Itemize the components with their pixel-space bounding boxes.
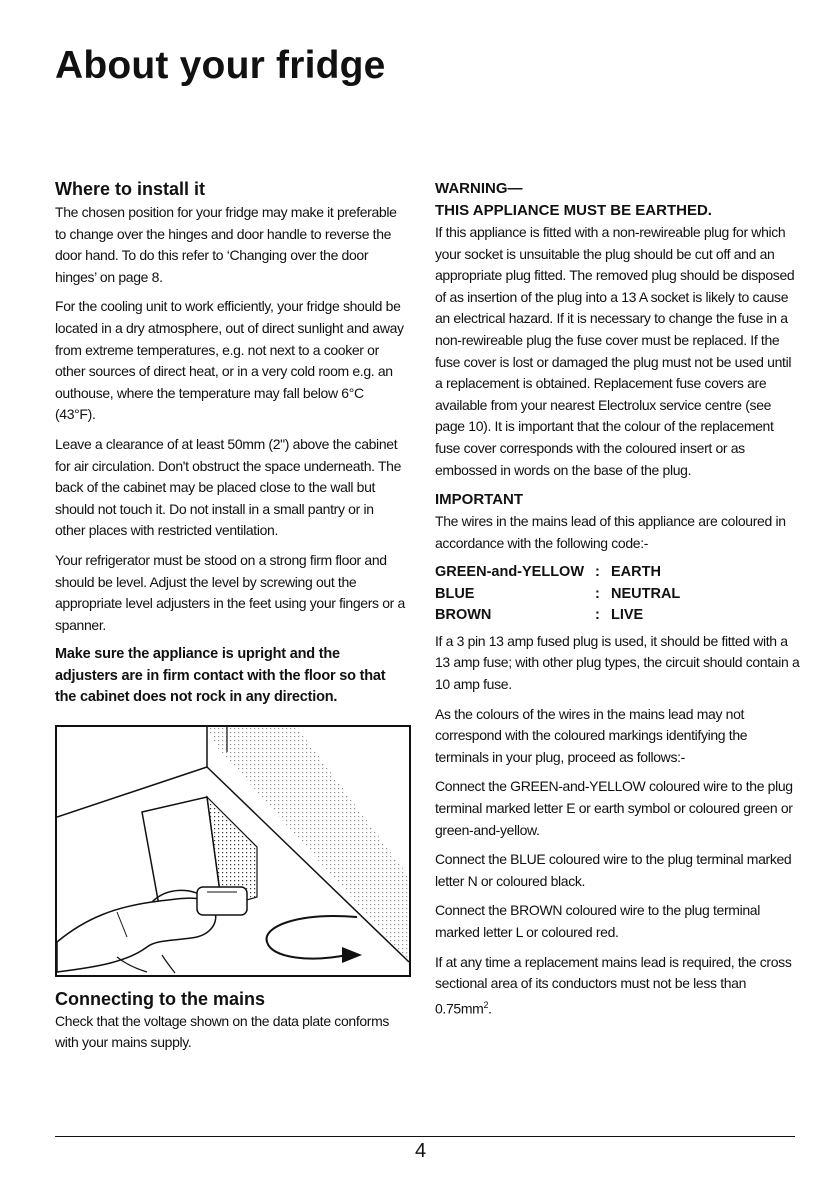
replacement-lead-paragraph: [435, 952, 800, 1020]
blue-connect-paragraph: Connect the BLUE coloured wire to the plug terminal marked letter N or coloured black.: [435, 851, 792, 889]
install-paragraph-1: The chosen position for your fridge may make it preferable to change over the hinges and door handle to reverse the door hand. To do this refer to ‘Changing over the door hinges’ on page 8.: [55, 204, 397, 285]
warning-label: WARNING—: [435, 180, 523, 197]
right-column: [435, 178, 800, 1028]
wire-row-earth: [435, 562, 800, 584]
wire-meaning: NEUTRAL: [611, 585, 681, 602]
footer-rule: [55, 1136, 795, 1137]
wire-colour: GREEN-and-YELLOW: [435, 564, 585, 581]
wire-colour: BROWN: [435, 607, 492, 624]
brown-connect-paragraph: Connect the BROWN coloured wire to the plug terminal marked letter L or coloured red.: [435, 902, 760, 940]
squared-superscript: 2: [483, 999, 489, 1010]
page-title: About your fridge: [55, 44, 386, 87]
replacement-lead-text: If at any time a replacement mains lead is required, the cross sectional area of its conductors must not be less than 0.75mm: [435, 953, 792, 1017]
adjuster-drawing: [57, 727, 409, 975]
wire-separator: :: [595, 607, 600, 624]
colours-paragraph: As the colours of the wires in the mains lead may not correspond with the coloured markings identifying the terminals in your plug, proceed as follows:-: [435, 705, 748, 765]
connecting-mains-heading: Connecting to the mains: [55, 988, 266, 1009]
replacement-lead-end: .: [488, 1000, 492, 1017]
install-paragraph-4: Your refrigerator must be stood on a strong firm floor and should be level. Adjust the level by screwing out the appropriate level adjusters in the feet using your fingers or a spanner.: [55, 551, 405, 633]
fuse-paragraph: If a 3 pin 13 amp fused plug is used, it should be fitted with a 13 amp fuse; with other plug types, the circuit should contain a 10 amp fuse.: [435, 632, 800, 692]
wire-separator: :: [595, 585, 600, 602]
wire-code-intro: The wires in the mains lead of this appliance are coloured in accordance with the following code:-: [435, 513, 786, 551]
wire-meaning: LIVE: [611, 607, 644, 624]
connecting-paragraph: Check that the voltage shown on the data plate conforms with your mains supply.: [55, 1012, 390, 1051]
install-paragraph-3: Leave a clearance of at least 50mm (2") above the cabinet for air circulation. Don't obstruct the space underneath. The back of the cabinet may be placed close to the wall but should not touch it. Do not install in a small pantry or in other places with restricted ventilation.: [55, 435, 402, 539]
wire-colour-table: [435, 562, 800, 627]
where-to-install-heading: Where to install it: [55, 179, 206, 199]
install-warning-bold: Make sure the appliance is upright and the adjusters are in firm contact with the floor so that the cabinet does not rock in any direction.: [55, 646, 386, 706]
left-column: [55, 178, 405, 1062]
wire-row-neutral: [435, 584, 800, 606]
install-paragraph-2: For the cooling unit to work efficiently, your fridge should be located in a dry atmosphere, out of direct sunlight and away from extreme temperatures, e.g. not next to a cooker or other sources of direct heat, or in a very cold room e.g. an outhouse, where the temperature may fall below 6°C (43°F).: [55, 298, 404, 423]
wire-meaning: EARTH: [611, 564, 661, 581]
plug-paragraph: If this appliance is fitted with a non-rewireable plug for which your socket is unsuitable the plug should be cut off and an appropriate plug fitted. The removed plug should be disposed of as insertion of the plug into a 13 A socket is likely to cause an electrical hazard. If it is necessary to change the fuse in a non-rewireable plug the fuse cover must be replaced. If the fuse cover is lost or damaged the plug must not be used until a replacement is obtained. Replacement fuse covers are available from your nearest Electrolux service centre (see page 10). It is important that the colour of the replacement fuse cover corresponds with the coloured insert or as embossed in words on the base of the plug.: [435, 224, 795, 478]
important-heading: IMPORTANT: [435, 491, 524, 509]
adjuster-illustration: [55, 725, 411, 977]
earth-connect-paragraph: Connect the GREEN-and-YELLOW coloured wire to the plug terminal marked letter E or earth symbol or coloured green or green-and-yellow.: [435, 778, 793, 838]
wire-colour: BLUE: [435, 585, 475, 602]
wire-row-live: [435, 605, 800, 627]
page-number: 4: [415, 1140, 427, 1162]
earthed-warning: THIS APPLIANCE MUST BE EARTHED.: [435, 202, 712, 219]
wire-separator: :: [595, 564, 600, 581]
